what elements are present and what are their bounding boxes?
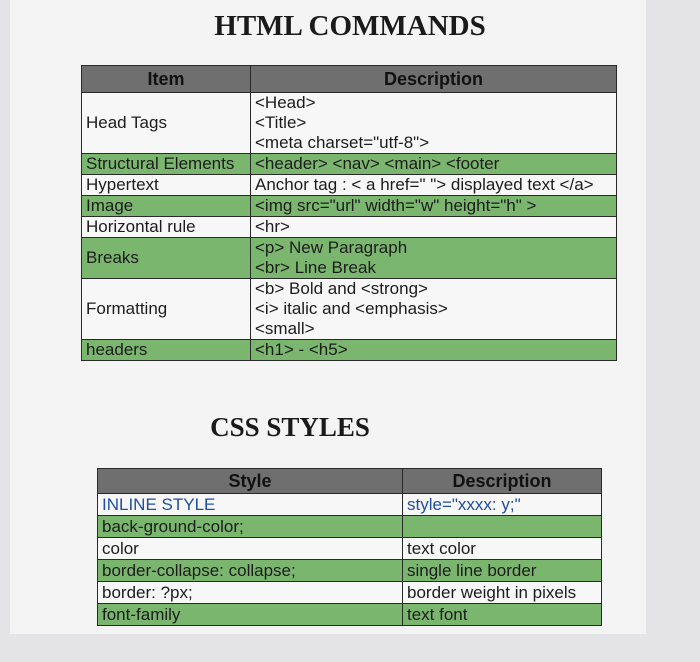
item-column-header: Item	[82, 66, 251, 93]
description-column-header: Description	[403, 469, 602, 494]
style-cell: font-family	[98, 604, 403, 626]
table-row	[98, 538, 602, 560]
style-cell: back-ground-color;	[98, 516, 403, 538]
description-cell	[251, 93, 617, 154]
table-row	[98, 582, 602, 604]
description-cell: style="xxxx: y;"	[403, 494, 602, 516]
table-row	[82, 217, 617, 238]
description-line: <img src="url" width="w" height="h" >	[255, 196, 537, 215]
description-line: <Head>	[255, 93, 316, 112]
table-row	[82, 175, 617, 196]
description-line: <header> <nav> <main> <footer	[255, 154, 500, 173]
table-row	[98, 516, 602, 538]
description-cell	[403, 516, 602, 538]
item-cell: headers	[82, 340, 251, 361]
description-line: <Title>	[255, 113, 307, 132]
description-cell	[251, 340, 617, 361]
html-commands-table	[81, 65, 617, 361]
style-cell: INLINE STYLE	[98, 494, 403, 516]
description-cell	[251, 279, 617, 340]
item-cell: Hypertext	[82, 175, 251, 196]
table-row	[82, 154, 617, 175]
description-cell: border weight in pixels	[403, 582, 602, 604]
css-styles-title: CSS STYLES	[210, 412, 370, 442]
item-cell: Formatting	[82, 279, 251, 340]
description-cell	[251, 196, 617, 217]
description-line: <p> New Paragraph	[255, 238, 408, 257]
css-table-body	[98, 494, 602, 626]
description-cell	[251, 154, 617, 175]
description-cell	[251, 217, 617, 238]
table-row	[98, 560, 602, 582]
table-row	[98, 604, 602, 626]
table-row	[82, 93, 617, 154]
item-cell: Image	[82, 196, 251, 217]
style-cell: border-collapse: collapse;	[98, 560, 403, 582]
style-column-header: Style	[98, 469, 403, 494]
description-line: <i> italic and <emphasis>	[255, 299, 448, 318]
table-row	[82, 238, 617, 279]
html-commands-title: HTML COMMANDS	[214, 10, 486, 42]
html-table-body	[82, 93, 617, 361]
description-line: Anchor tag : < a href=" "> displayed text </a>	[255, 175, 594, 194]
item-cell: Structural Elements	[82, 154, 251, 175]
description-line: <b> Bold and <strong>	[255, 279, 428, 298]
description-cell	[251, 238, 617, 279]
description-cell	[251, 175, 617, 196]
item-cell: Horizontal rule	[82, 217, 251, 238]
description-cell: text color	[403, 538, 602, 560]
style-cell: border: ?px;	[98, 582, 403, 604]
description-line: <meta charset="utf-8">	[255, 133, 430, 152]
item-cell: Breaks	[82, 238, 251, 279]
description-line: <br> Line Break	[255, 258, 376, 277]
table-row	[82, 279, 617, 340]
description-cell: text font	[403, 604, 602, 626]
style-cell: color	[98, 538, 403, 560]
description-column-header: Description	[251, 66, 617, 93]
item-cell: Head Tags	[82, 93, 251, 154]
description-line: <h1> - <h5>	[255, 340, 348, 359]
table-row	[82, 196, 617, 217]
css-styles-table	[97, 468, 602, 626]
description-line: <small>	[255, 319, 315, 338]
description-cell: single line border	[403, 560, 602, 582]
table-header-row	[98, 469, 602, 494]
table-row	[98, 494, 602, 516]
table-header-row	[82, 66, 617, 93]
description-line: <hr>	[255, 217, 290, 236]
table-row	[82, 340, 617, 361]
